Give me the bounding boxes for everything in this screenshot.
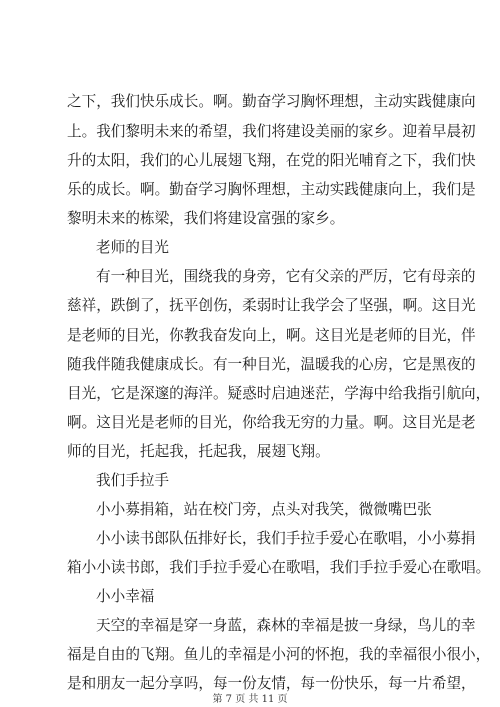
section-heading: 我们手拉手 [96, 472, 169, 489]
page-footer: 第 7 页 共 11 页 [212, 694, 288, 705]
paragraph-line: 福是自由的飞翔。鱼儿的幸福是小河的怀抱，我的幸福很小很小， [67, 646, 491, 663]
paragraph-line: 之下，我们快乐成长。啊。勤奋学习胸怀理想，主动实践健康向 [67, 93, 476, 110]
paragraph-line: 目光，它是深邃的海洋。疑惑时启迪迷茫，学海中给我指引航向， [67, 385, 491, 402]
section-heading: 老师的目光 [96, 239, 169, 256]
paragraph-line: 箱小小读书郎，我们手拉手爱心在歌唱，我们手拉手爱心在歌唱。 [67, 559, 491, 576]
paragraph-line: 小小读书郎队伍排好长，我们手拉手爱心在歌唱，小小募捐 [96, 530, 476, 547]
paragraph-line: 上。我们黎明未来的希望，我们将建设美丽的家乡。迎着早晨初 [67, 123, 476, 140]
paragraph-line: 小小募捐箱，站在校门旁，点头对我笑，微微嘴巴张 [96, 501, 432, 518]
paragraph-line: 是老师的目光，你教我奋发向上，啊。这目光是老师的目光，伴 [67, 327, 476, 344]
paragraph-line: 是和朋友一起分享吗，每一份友情，每一份快乐，每一片希望， [67, 675, 476, 692]
paragraph-line: 慈祥，跌倒了，抚平创伤，柔弱时让我学会了坚强，啊。这目光 [67, 297, 476, 314]
section-heading: 小小幸福 [96, 588, 155, 605]
paragraph-line: 黎明未来的栋梁，我们将建设富强的家乡。 [67, 210, 345, 227]
paragraph-line: 乐的成长。啊。勤奋学习胸怀理想，主动实践健康向上，我们是 [67, 181, 476, 198]
paragraph-line: 啊。这目光是老师的目光，你给我无穷的力量。啊。这目光是老 [67, 414, 476, 431]
paragraph-line: 升的太阳，我们的心儿展翅飞翔，在党的阳光哺育之下，我们快 [67, 152, 476, 169]
paragraph-line: 随我伴随我健康成长。有一种目光，温暖我的心房，它是黑夜的 [67, 356, 476, 373]
paragraph-line: 天空的幸福是穿一身蓝，森林的幸福是披一身绿，鸟儿的幸 [96, 617, 476, 634]
paragraph-line: 有一种目光，围绕我的身旁，它有父亲的严厉，它有母亲的 [96, 268, 476, 285]
paragraph-line: 师的目光，托起我，托起我，展翅飞翔。 [67, 443, 330, 460]
